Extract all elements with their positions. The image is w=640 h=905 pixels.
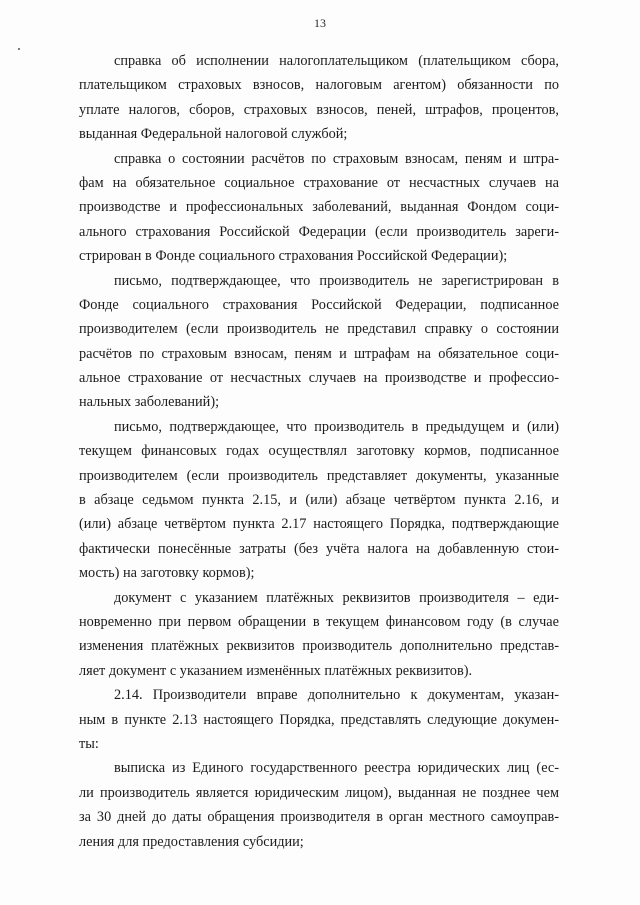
scan-speck [18, 48, 20, 50]
text-line: альное страхование от несчастных случаев на производстве и профессио- [79, 370, 559, 387]
text-line: письмо, подтверждающее, что производитель не зарегистрирован в [114, 272, 559, 289]
paragraph [79, 269, 559, 415]
text-line: расчётов по страховым взносам, пеням и штрафам на обязательное соци- [79, 345, 559, 362]
text-line: выписка из Единого государственного реестра юридических лиц (ес- [114, 760, 559, 777]
text-line: фам на обязательное социальное страхование от несчастных случаев на [79, 174, 559, 191]
text-line: ления для предоставления субсидии; [79, 833, 304, 850]
paragraph [79, 586, 559, 684]
text-line: новременно при первом обращении в текущем финансовом году (в случае [79, 613, 559, 630]
text-line: справка об исполнении налогоплательщиком (плательщиком сбора, [114, 53, 559, 69]
text-line: (или) абзаце четвёртом пункта 2.17 настоящего Порядка, подтверждающие [79, 516, 559, 533]
text-line: стрирован в Фонде социального страхования Российской Федерации); [79, 248, 508, 265]
text-line: письмо, подтверждающее, что производитель в предыдущем и (или) [114, 418, 559, 435]
text-line: ты: [79, 735, 99, 752]
text-line: производителем (если производитель не представил справку о состоянии [79, 321, 559, 338]
text-line: мость) на заготовку кормов); [79, 565, 255, 582]
text-line: в абзаце седьмом пункта 2.15, и (или) абзаце четвёртом пункта 2.16, и [79, 492, 559, 509]
paragraph [79, 683, 559, 756]
paragraph [79, 49, 559, 147]
text-line: текущем финансовых годах осуществлял заготовку кормов, подписанное [79, 443, 559, 460]
text-line: фактически понесённые затраты (без учёта налога на добавленную стои- [79, 540, 559, 557]
paragraph [79, 415, 559, 586]
text-line: производстве и профессиональных заболеваний, выданная Фондом соци- [79, 199, 559, 216]
text-line: справка о состоянии расчётов по страховым взносам, пеням и штра- [114, 150, 559, 167]
text-line: уплате налогов, сборов, страховых взносов, пеней, штрафов, процентов, [79, 101, 559, 118]
text-line: документ с указанием платёжных реквизитов производителя – еди- [114, 589, 559, 606]
text-line: нальных заболеваний); [79, 394, 220, 411]
text-line: ли производитель является юридическим лицом), выданная не позднее чем [79, 784, 559, 801]
text-line: плательщиком страховых взносов, налоговым агентом) обязанности по [79, 77, 559, 94]
text-line: ным в пункте 2.13 настоящего Порядка, представлять следующие докумен- [79, 711, 559, 728]
text-line: изменения платёжных реквизитов производитель дополнительно представ- [79, 638, 559, 655]
text-line: за 30 дней до даты обращения производителя в орган местного самоуправ- [79, 809, 559, 826]
paragraph [79, 756, 559, 854]
text-line: 2.14. Производители вправе дополнительно к документам, указан- [114, 687, 559, 704]
text-line: ального страхования Российской Федерации (если производитель зареги- [79, 223, 559, 240]
paragraph [79, 147, 559, 269]
page-number: 13 [314, 16, 326, 30]
text-line: производителем (если производитель представляет документы, указанные [79, 467, 559, 484]
text-line: выданная Федеральной налоговой службой; [79, 126, 348, 143]
text-line: ляет документ с указанием изменённых платёжных реквизитов). [79, 662, 473, 679]
text-line: Фонде социального страхования Российской Федерации, подписанное [79, 296, 559, 313]
document-body [79, 49, 559, 854]
